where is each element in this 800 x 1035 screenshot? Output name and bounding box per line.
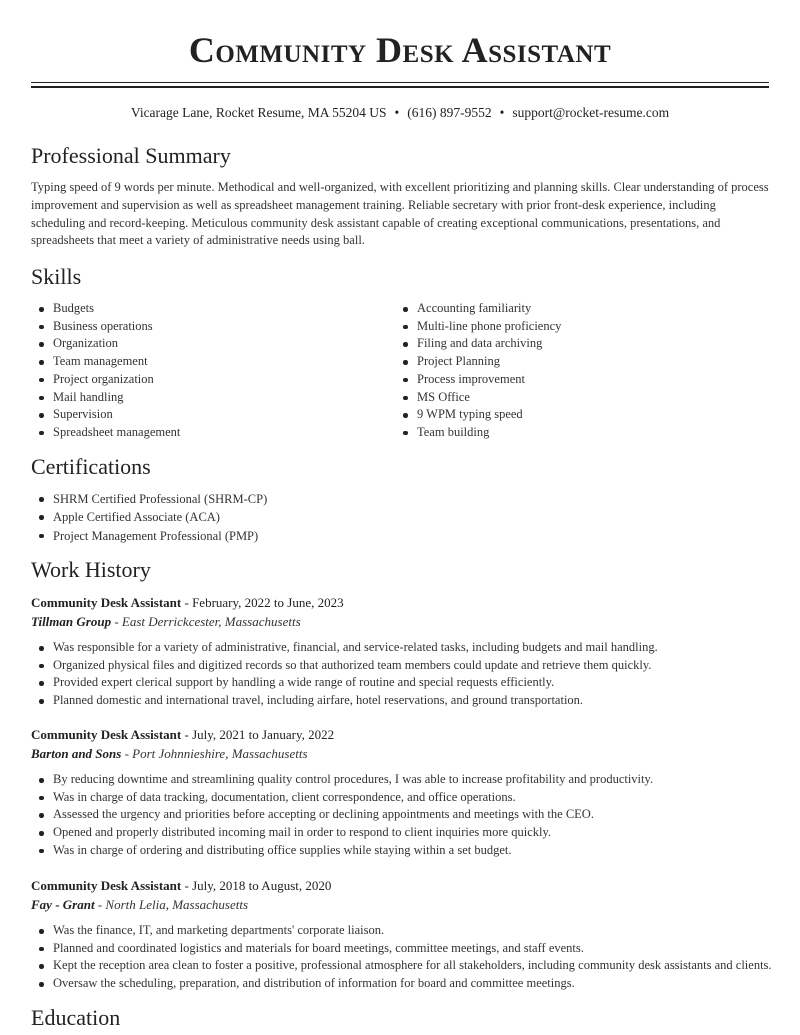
job-dates: - July, 2021 to January, 2022 <box>181 727 335 742</box>
job-employer <box>31 745 769 763</box>
job-dates: - February, 2022 to June, 2023 <box>181 595 344 610</box>
certification-item: SHRM Certified Professional (SHRM-CP) <box>31 490 769 508</box>
certifications-block <box>31 490 769 545</box>
skills-right-list <box>395 300 755 442</box>
job-employer <box>31 613 769 631</box>
header-divider-thin <box>31 82 769 83</box>
certifications-list <box>31 490 769 545</box>
resume-name-heading: Community Desk Assistant <box>188 30 612 70</box>
education-section-title: Education <box>31 1005 121 1030</box>
job-duty-item: Planned and coordinated logistics and materials for board meetings, committee meetings, and staff events. <box>31 940 769 958</box>
job-entry <box>31 877 772 993</box>
skills-right-column <box>395 300 755 442</box>
job-title: Community Desk Assistant <box>31 595 182 610</box>
job-duty-item: Oversaw the scheduling, preparation, and distribution of information for board and committee meetings. <box>31 975 769 993</box>
contact-phone: (616) 897-9552 <box>407 105 492 120</box>
skill-item: Mail handling <box>31 389 391 407</box>
job-duty-item: Opened and properly distributed incoming mail in order to respond to client inquiries more quickly. <box>31 824 769 842</box>
skills-section-title: Skills <box>31 264 82 289</box>
summary-section-title: Professional Summary <box>31 143 231 168</box>
skill-item: Process improvement <box>395 371 755 389</box>
job-duty-item: Assessed the urgency and priorities before accepting or declining appointments and meetings with the CEO. <box>31 806 769 824</box>
job-location: - Port Johnnieshire, Massachusetts <box>121 746 308 761</box>
certification-item: Apple Certified Associate (ACA) <box>31 508 769 526</box>
certification-item: Project Management Professional (PMP) <box>31 527 769 545</box>
job-heading <box>31 594 769 612</box>
skill-item: 9 WPM typing speed <box>395 406 755 424</box>
job-heading <box>31 877 769 895</box>
job-duties-list <box>31 639 769 710</box>
skill-item: Multi-line phone proficiency <box>395 318 755 336</box>
job-duty-item: Was in charge of ordering and distributing office supplies while staying within a set budget. <box>31 842 769 860</box>
job-location: - East Derrickcester, Massachusetts <box>111 614 301 629</box>
header-divider-thick <box>31 86 769 88</box>
job-duty-item: By reducing downtime and streamlining quality control procedures, I was able to increase profitability and productivity. <box>31 771 769 789</box>
summary-text: Typing speed of 9 words per minute. Methodical and well-organized, with excellent prioritizing and planning skills. Clear understanding of process improvement and supervision as well as spreadsheet management training. Reliable secretary with prior front-desk experience, including scheduling and record-keeping. Meticulous community desk assistant capable of creating exceptional communications, presentations, and spreadsheets that meet a variety of administrative needs using ball. <box>31 180 769 248</box>
contact-separator: • <box>499 105 505 120</box>
job-company: Barton and Sons <box>31 746 122 761</box>
job-title: Community Desk Assistant <box>31 727 182 742</box>
contact-email: support@rocket-resume.com <box>512 105 670 120</box>
job-location: - North Lelia, Massachusetts <box>94 897 249 912</box>
skill-item: Budgets <box>31 300 391 318</box>
job-employer <box>31 896 769 914</box>
skills-left-list <box>31 300 391 442</box>
job-entry <box>31 594 769 710</box>
skills-left-column <box>31 300 391 442</box>
job-company: Tillman Group <box>31 614 112 629</box>
skill-item: Team management <box>31 353 391 371</box>
contact-line <box>31 104 769 122</box>
skill-item: Accounting familiarity <box>395 300 755 318</box>
job-company: Fay - Grant <box>31 897 95 912</box>
job-heading <box>31 726 769 744</box>
skill-item: Organization <box>31 335 391 353</box>
job-duty-item: Was the finance, IT, and marketing departments' corporate liaison. <box>31 922 769 940</box>
certifications-section-title: Certifications <box>31 454 151 479</box>
job-entry <box>31 726 769 860</box>
job-duties-list <box>31 771 769 860</box>
job-duty-item: Kept the reception area clean to foster a positive, professional atmosphere for all stakeholders, including community desk assistants and clients. <box>31 957 769 975</box>
skill-item: Business operations <box>31 318 391 336</box>
skill-item: Supervision <box>31 406 391 424</box>
skill-item: Team building <box>395 424 755 442</box>
skill-item: Project organization <box>31 371 391 389</box>
work-history-section-title: Work History <box>31 557 151 582</box>
job-duty-item: Was responsible for a variety of administrative, financial, and service-related tasks, including budgets and mail handling. <box>31 639 769 657</box>
job-dates: - July, 2018 to August, 2020 <box>181 878 332 893</box>
job-duty-item: Planned domestic and international travel, including airfare, hotel reservations, and ground transportation. <box>31 692 769 710</box>
job-title: Community Desk Assistant <box>31 878 182 893</box>
skill-item: Project Planning <box>395 353 755 371</box>
job-duty-item: Was in charge of data tracking, documentation, client correspondence, and office operations. <box>31 789 769 807</box>
skill-item: MS Office <box>395 389 755 407</box>
contact-separator: • <box>394 105 400 120</box>
skill-item: Spreadsheet management <box>31 424 391 442</box>
contact-address: Vicarage Lane, Rocket Resume, MA 55204 US <box>130 105 387 120</box>
skill-item: Filing and data archiving <box>395 335 755 353</box>
job-duty-item: Provided expert clerical support by handling a wide range of routine and special requests efficiently. <box>31 674 769 692</box>
job-duties-list <box>31 922 772 993</box>
job-duty-item: Organized physical files and digitized records so that authorized team members could update and retrieve them quickly. <box>31 657 769 675</box>
